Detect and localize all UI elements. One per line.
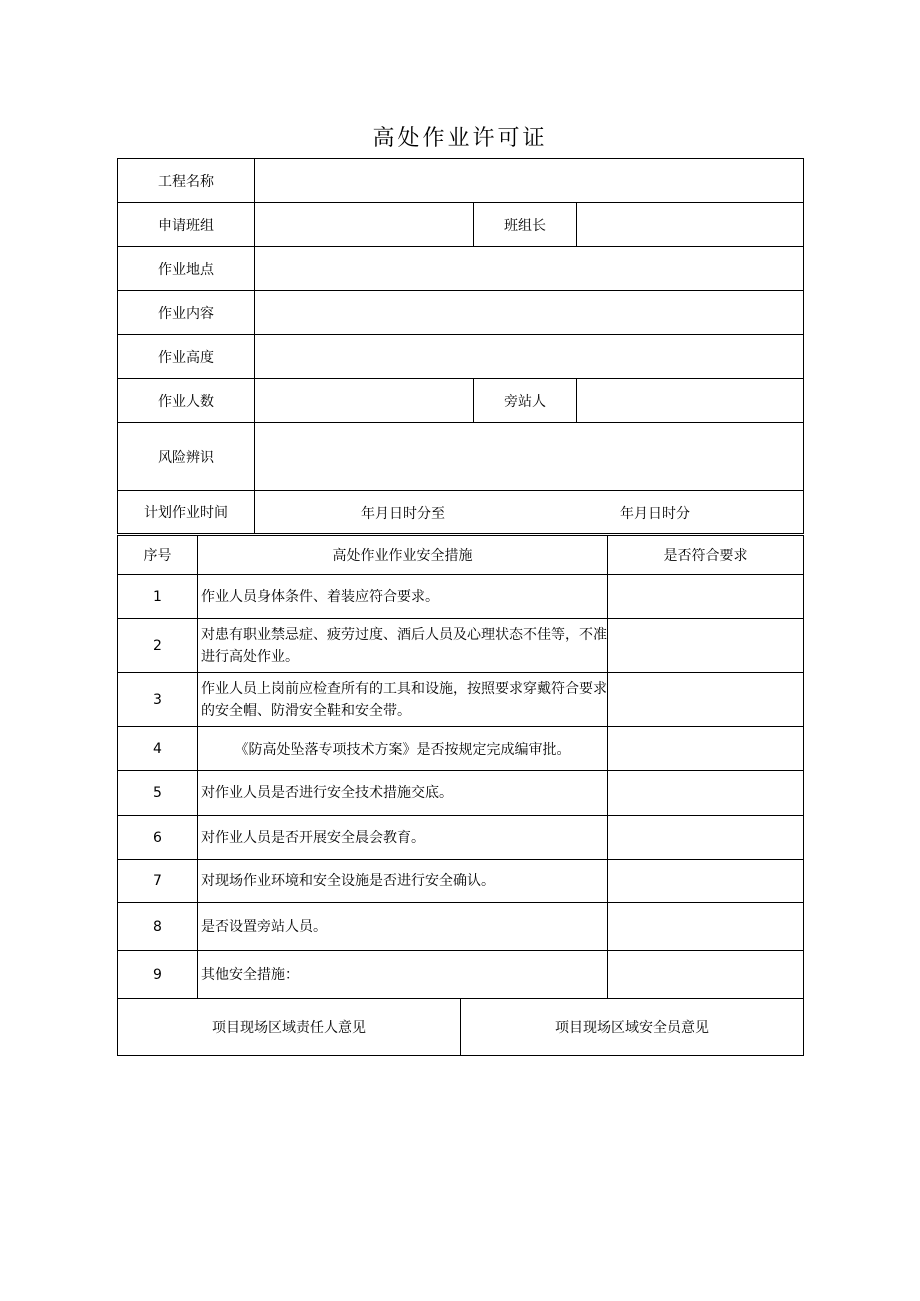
- risk-identification-label: 风险辨识: [118, 423, 255, 491]
- time-from-text: 年月日时分至: [361, 506, 445, 522]
- measure-text: 作业人员上岗前应检查所有的工具和设施，按照要求穿戴符合要求的安全帽、防滑安全鞋和安全带。: [198, 673, 608, 727]
- team-leader-field[interactable]: [577, 203, 804, 247]
- measure-text: 其他安全措施：: [198, 951, 608, 999]
- table-row: [118, 673, 804, 727]
- table-row: [118, 619, 804, 673]
- work-height-label: 作业高度: [118, 335, 255, 379]
- table-row: [118, 816, 804, 860]
- row-number: 2: [118, 619, 198, 673]
- area-manager-opinion[interactable]: 项目现场区域责任人意见: [118, 999, 461, 1056]
- row-number: 6: [118, 816, 198, 860]
- col-header-compliance: 是否符合要求: [608, 536, 804, 575]
- work-height-field[interactable]: [255, 335, 804, 379]
- worker-count-field[interactable]: [255, 379, 474, 423]
- compliance-field[interactable]: [608, 951, 804, 999]
- row-number: 5: [118, 771, 198, 816]
- work-content-field[interactable]: [255, 291, 804, 335]
- row-number: 3: [118, 673, 198, 727]
- measure-text: 对患有职业禁忌症、疲劳过度、酒后人员及心理状态不佳等，不准进行高处作业。: [198, 619, 608, 673]
- compliance-field[interactable]: [608, 619, 804, 673]
- row-number: 4: [118, 727, 198, 771]
- compliance-field[interactable]: [608, 903, 804, 951]
- compliance-field[interactable]: [608, 727, 804, 771]
- work-content-label: 作业内容: [118, 291, 255, 335]
- measures-table: [117, 535, 804, 999]
- supervisor-label: 旁站人: [474, 379, 577, 423]
- measure-text: 作业人员身体条件、着装应符合要求。: [198, 575, 608, 619]
- compliance-field[interactable]: [608, 816, 804, 860]
- info-table: [117, 158, 804, 534]
- measure-text: 对作业人员是否进行安全技术措施交底。: [198, 771, 608, 816]
- measure-text: 是否设置旁站人员。: [198, 903, 608, 951]
- work-location-label: 作业地点: [118, 247, 255, 291]
- table-row: [118, 575, 804, 619]
- row-number: 1: [118, 575, 198, 619]
- opinions-table: [117, 998, 804, 1056]
- worker-count-label: 作业人数: [118, 379, 255, 423]
- time-to-text: 年月日时分: [620, 506, 690, 522]
- measure-text: 对现场作业环境和安全设施是否进行安全确认。: [198, 860, 608, 903]
- table-row: [118, 951, 804, 999]
- table-row: [118, 860, 804, 903]
- measure-text: 《防高处坠落专项技术方案》是否按规定完成编审批。: [198, 727, 608, 771]
- planned-time-label: 计划作业时间: [118, 491, 255, 534]
- table-row: [118, 727, 804, 771]
- table-row: [118, 903, 804, 951]
- project-name-field[interactable]: [255, 159, 804, 203]
- row-number: 7: [118, 860, 198, 903]
- safety-officer-opinion[interactable]: 项目现场区域安全员意见: [461, 999, 804, 1056]
- row-number: 8: [118, 903, 198, 951]
- applicant-team-field[interactable]: [255, 203, 474, 247]
- col-header-measure: 高处作业作业安全措施: [198, 536, 608, 575]
- compliance-field[interactable]: [608, 673, 804, 727]
- table-row: [118, 771, 804, 816]
- measure-text: 对作业人员是否开展安全晨会教育。: [198, 816, 608, 860]
- page-title: 高处作业许可证: [372, 126, 548, 151]
- row-number: 9: [118, 951, 198, 999]
- team-leader-label: 班组长: [474, 203, 577, 247]
- supervisor-field[interactable]: [577, 379, 804, 423]
- project-name-label: 工程名称: [118, 159, 255, 203]
- compliance-field[interactable]: [608, 860, 804, 903]
- risk-identification-field[interactable]: [255, 423, 804, 491]
- compliance-field[interactable]: [608, 771, 804, 816]
- planned-time-field[interactable]: [255, 491, 804, 534]
- work-location-field[interactable]: [255, 247, 804, 291]
- applicant-team-label: 申请班组: [118, 203, 255, 247]
- compliance-field[interactable]: [608, 575, 804, 619]
- col-header-no: 序号: [118, 536, 198, 575]
